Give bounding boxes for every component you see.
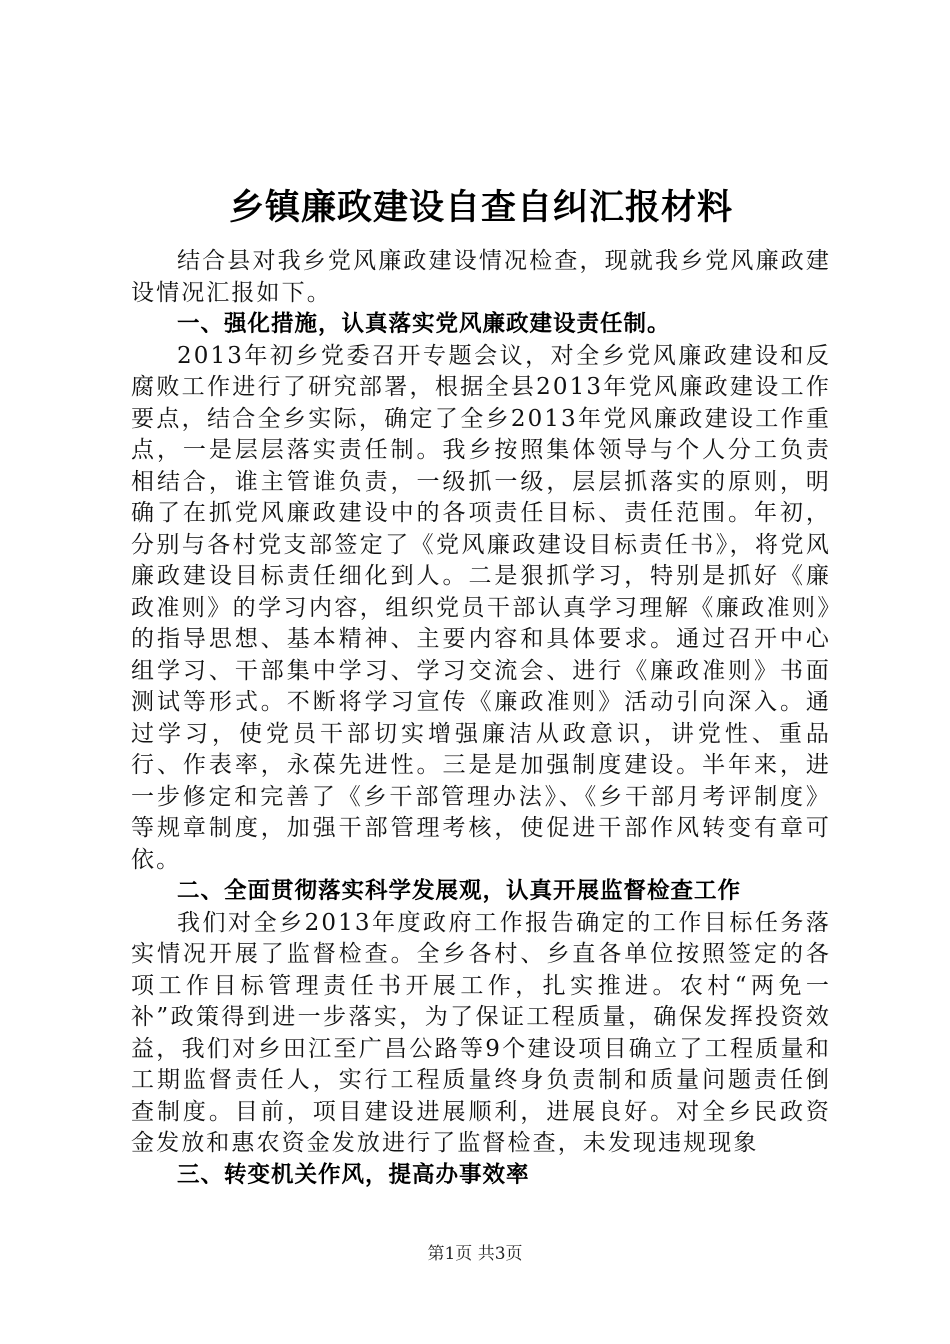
section-1-body: 2013年初乡党委召开专题会议，对全乡党风廉政建设和反腐败工作进行了研究部署，根据全县2013年党风廉政建设工作要点，结合全乡实际，确定了全乡2013年党风廉政建设工作重点，一是层层落实责任制。我乡按照集体领导与个人分工负责相结合，谁主管谁负责，一级抓一级，层层抓落实的原则，明确了在抓党风廉政建设中的各项责任目标、责任范围。年初，分别与各村党支部签定了《党风廉政建设目标责任书》，将党风廉政建设目标责任细化到人。二是狠抓学习，特别是抓好《廉政准则》的学习内容，组织党员干部认真学习理解《廉政准则》的指导思想、基本精神、主要内容和具体要求。通过召开中心组学习、干部集中学习、学习交流会、进行《廉政准则》书面测试等形式。不断将学习宣传《廉政准则》活动引向深入。通过学习，使党员干部切实增强廉洁从政意识，讲党性、重品行、作表率，永葆先进性。三是是加强制度建设。半年来，进一步修定和完善了《乡干部管理办法》、《乡干部月考评制度》等规章制度，加强干部管理考核，使促进干部作风转变有章可依。 bbox=[131, 342, 831, 873]
document-body bbox=[131, 182, 831, 1191]
document-title: 乡镇廉政建设自查自纠汇报材料 bbox=[228, 188, 733, 228]
page-number-footer: 第1页 共3页 bbox=[427, 1244, 523, 1264]
section-2-heading: 二、全面贯彻落实科学发展观，认真开展监督检查工作 bbox=[177, 878, 742, 904]
section-1-heading: 一、强化措施，认真落实党风廉政建设责任制。 bbox=[177, 311, 671, 337]
intro-paragraph: 结合县对我乡党风廉政建设情况检查，现就我乡党风廉政建设情况汇报如下。 bbox=[131, 248, 831, 306]
section-3-heading: 三、转变机关作风，提高办事效率 bbox=[177, 1161, 530, 1188]
section-2-body: 我们对全乡2013年度政府工作报告确定的工作目标任务落实情况开展了监督检查。全乡各村、乡直各单位按照签定的各项工作目标管理责任书开展工作，扎实推进。农村“两免一补”政策得到进一步落实，为了保证工程质量，确保发挥投资效益，我们对乡田江至广昌公路等9个建设项目确立了工程质量和工期监督责任人，实行工程质量终身负责制和质量问题责任倒查制度。目前，项目建设进展顺利，进展良好。对全乡民政资金发放和惠农资金发放进行了监督检查，未发现违规现象 bbox=[131, 909, 831, 1156]
